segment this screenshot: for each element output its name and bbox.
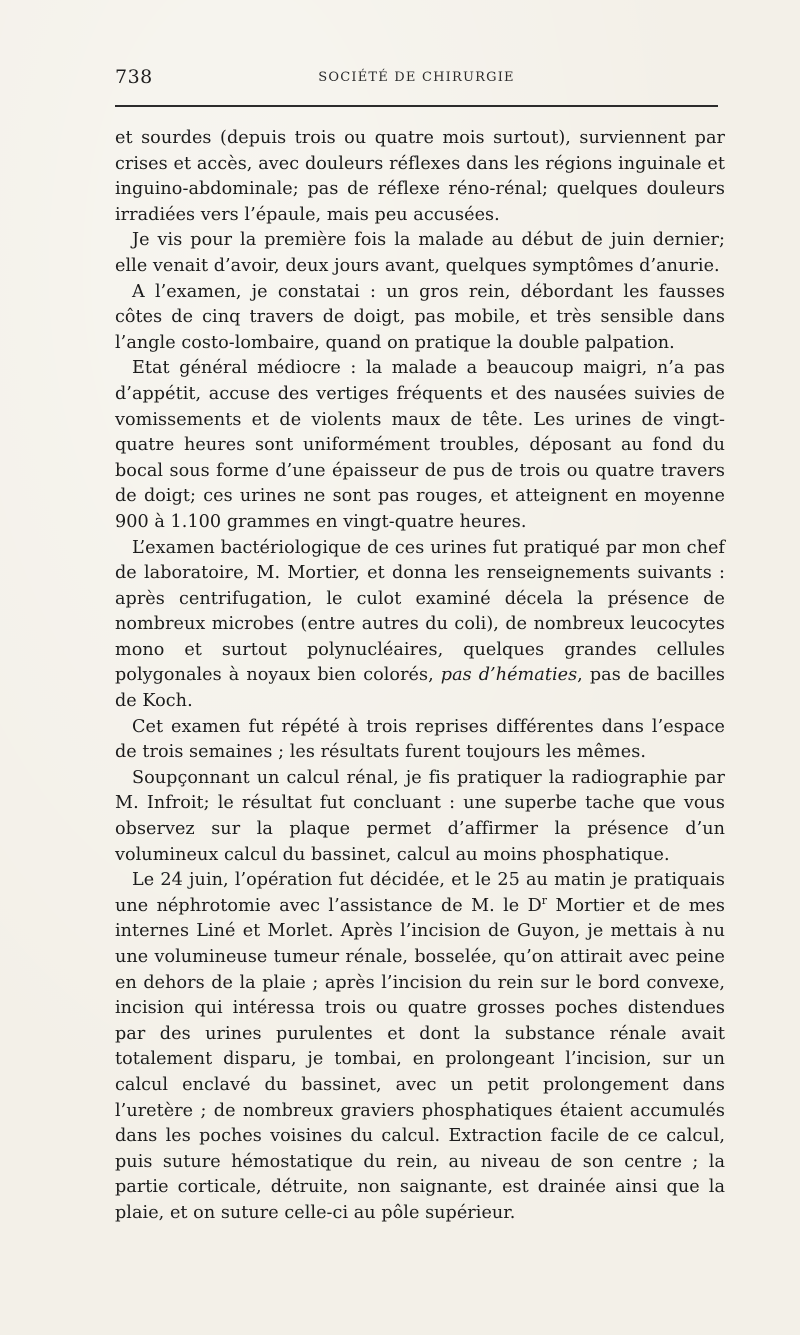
page-number: 738 <box>115 66 153 88</box>
paragraph-7: Soupçonnant un calcul rénal, je fis pratiquer la radiographie par M. Infroit; le résultat fut concluant : une superbe tache que vous observez sur la plaque permet d’affirmer la présence d’un volumineux calcul du bassinet, calcul au moins phosphatique. <box>115 767 725 865</box>
paragraph-5-text-a: L’examen bactériologique de ces urines fut pratiqué par mon chef de laboratoire, M. Mortier, et donna les renseignements suivants : après centrifugation, le culot examiné décela la présence de nombreux microbes (entre autres du coli), de nombreux leucocytes mono et surtout polynucléaires, quelques grandes cellules polygonales à noyaux bien colorés, <box>115 537 725 686</box>
header-rule <box>115 105 718 107</box>
paragraph-8-text-a: Le 24 juin, l’opération fut décidée, et le 25 au matin je pratiquais une néphrotomie avec l’assistance de M. le D <box>115 870 725 916</box>
paragraph-1: et sourdes (depuis trois ou quatre mois surtout), surviennent par crises et accès, avec douleurs réflexes dans les régions inguinale et inguino-abdominale; pas de réflexe réno-rénal; quelques douleurs irradiées vers l’épaule, mais peu accusées. <box>115 128 725 225</box>
body-text <box>115 126 725 1227</box>
paragraph-2: Je vis pour la première fois la malade au début de juin dernier; elle venait d’avoir, deux jours avant, quelques symptômes d’anurie. <box>115 230 725 276</box>
paragraph-5-text-b: , pas de bacilles de Koch. <box>115 665 726 712</box>
paragraph-8 <box>115 868 725 1226</box>
running-head <box>115 66 718 96</box>
paragraph-6: Cet examen fut répété à trois reprises différentes dans l’espace de trois semaines ; les résultats furent toujours les mêmes. <box>115 716 725 763</box>
journal-title: SOCIÉTÉ DE CHIRURGIE <box>318 70 515 85</box>
paragraph-5 <box>115 536 725 715</box>
paragraph-8-superscript: r <box>541 893 548 907</box>
paragraph-3: A l’examen, je constatai : un gros rein, débordant les fausses côtes de cinq travers de doigt, pas mobile, et très sensible dans l’angle costo-lombaire, quand on pratique la double palpation. <box>115 281 725 353</box>
paragraph-4: Etat général médiocre : la malade a beaucoup maigri, n’a pas d’appétit, accuse des vertiges fréquents et des nausées suivies de vomissements et de violents maux de tête. Les urines de vingt-quatre heures sont uniformément troubles, déposant au fond du bocal sous forme d’une épaisseur de pus de trois ou quatre travers de doigt; ces urines ne sont pas rouges, et atteignent en moyenne 900 à 1.100 grammes en vingt-quatre heures. <box>115 358 725 532</box>
paragraph-5-italic: pas d’hématies <box>440 665 578 686</box>
paragraph-8-text-b: Mortier et de mes internes Liné et Morlet. Après l’incision de Guyon, je mettais à nu une volumineuse tumeur rénale, bosselée, qu’on attirait avec peine en dehors de la plaie ; après l’incision du rein sur le bord convexe, incision qui intéressa trois ou quatre grosses poches distendues par des urines purulentes et dont la substance rénale avait totalement disparu, je tombai, en prolongeant l’incision, sur un calcul enclavé du bassinet, avec un petit prolongement dans l’uretère ; de nombreux graviers phosphatiques étaient accumulés dans les poches voisines du calcul. Extraction facile de ce calcul, puis suture hémostatique du rein, au niveau de son centre ; la partie corticale, détruite, non saignante, est drainée ainsi que la plaie, et on suture celle-ci au pôle supérieur. <box>115 895 725 1223</box>
